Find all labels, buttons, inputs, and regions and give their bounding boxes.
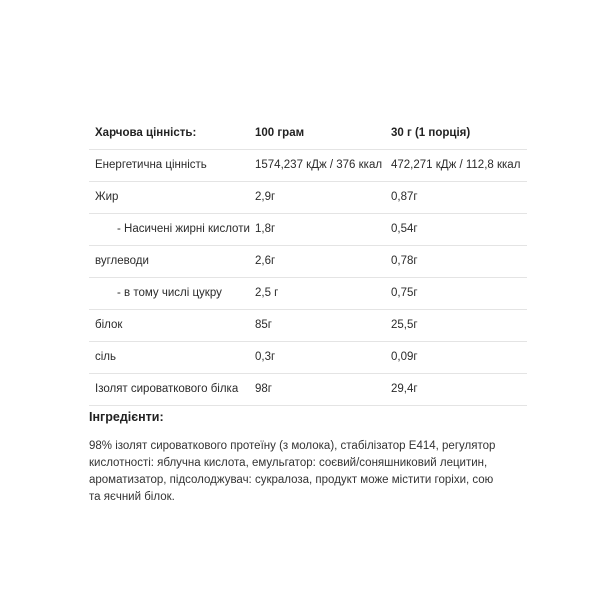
table-row — [89, 182, 527, 214]
nutrient-per-serving: 25,5г — [391, 319, 418, 331]
table-row — [89, 342, 527, 374]
nutrient-label: Енергетична цінність — [95, 159, 207, 171]
nutrient-per100: 85г — [255, 319, 272, 331]
nutrient-label: Ізолят сироваткового білка — [95, 383, 239, 395]
nutrient-per100: 2,5 г — [255, 287, 279, 299]
ingredients-title: Інгредієнти: — [89, 410, 164, 424]
nutrient-per-serving: 0,75г — [391, 287, 418, 299]
ingredients-text: 98% ізолят сироваткового протеїну (з молока), стабілізатор Е414, регулятор кислотності: яблучна кислота, емульгатор: соєвий/соняшниковий лецитин, ароматизатор, підсолоджувач: сукралоза, продукт може містити горіхи, сою та яєчний білок. — [89, 440, 496, 503]
nutrient-per100: 0,3г — [255, 351, 276, 363]
nutrient-label: вуглеводи — [95, 255, 149, 267]
table-row — [89, 374, 527, 406]
ingredients-section — [89, 410, 519, 506]
table-row — [89, 310, 527, 342]
table-row — [89, 214, 527, 246]
nutrient-per-serving: 29,4г — [391, 383, 418, 395]
nutrition-table — [89, 118, 527, 406]
table-row — [89, 246, 527, 278]
nutrition-header-per100: 100 грам — [255, 127, 305, 139]
nutrient-per100: 1,8г — [255, 223, 276, 235]
table-row — [89, 150, 527, 182]
nutrient-per-serving: 0,78г — [391, 255, 418, 267]
nutrient-per-serving: 0,87г — [391, 191, 418, 203]
nutrient-per-serving: 0,54г — [391, 223, 418, 235]
nutrient-label: сіль — [95, 351, 117, 363]
nutrient-per100: 2,9г — [255, 191, 276, 203]
nutrient-label: - в тому числі цукру — [117, 287, 222, 299]
nutrient-label: Жир — [95, 191, 119, 203]
nutrition-header-label: Харчова цінність: — [95, 127, 197, 139]
nutrient-per-serving: 0,09г — [391, 351, 418, 363]
nutrition-header-per-serving: 30 г (1 порція) — [391, 127, 471, 139]
nutrient-per100: 2,6г — [255, 255, 276, 267]
nutrition-header-row — [89, 118, 527, 150]
nutrient-per-serving: 472,271 кДж / 112,8 ккал — [391, 159, 521, 171]
nutrient-per100: 1574,237 кДж / 376 ккал — [255, 159, 383, 171]
nutrient-label: білок — [95, 319, 123, 331]
nutrient-label: - Насичені жирні кислоти — [117, 223, 250, 235]
table-row — [89, 278, 527, 310]
nutrient-per100: 98г — [255, 383, 272, 395]
